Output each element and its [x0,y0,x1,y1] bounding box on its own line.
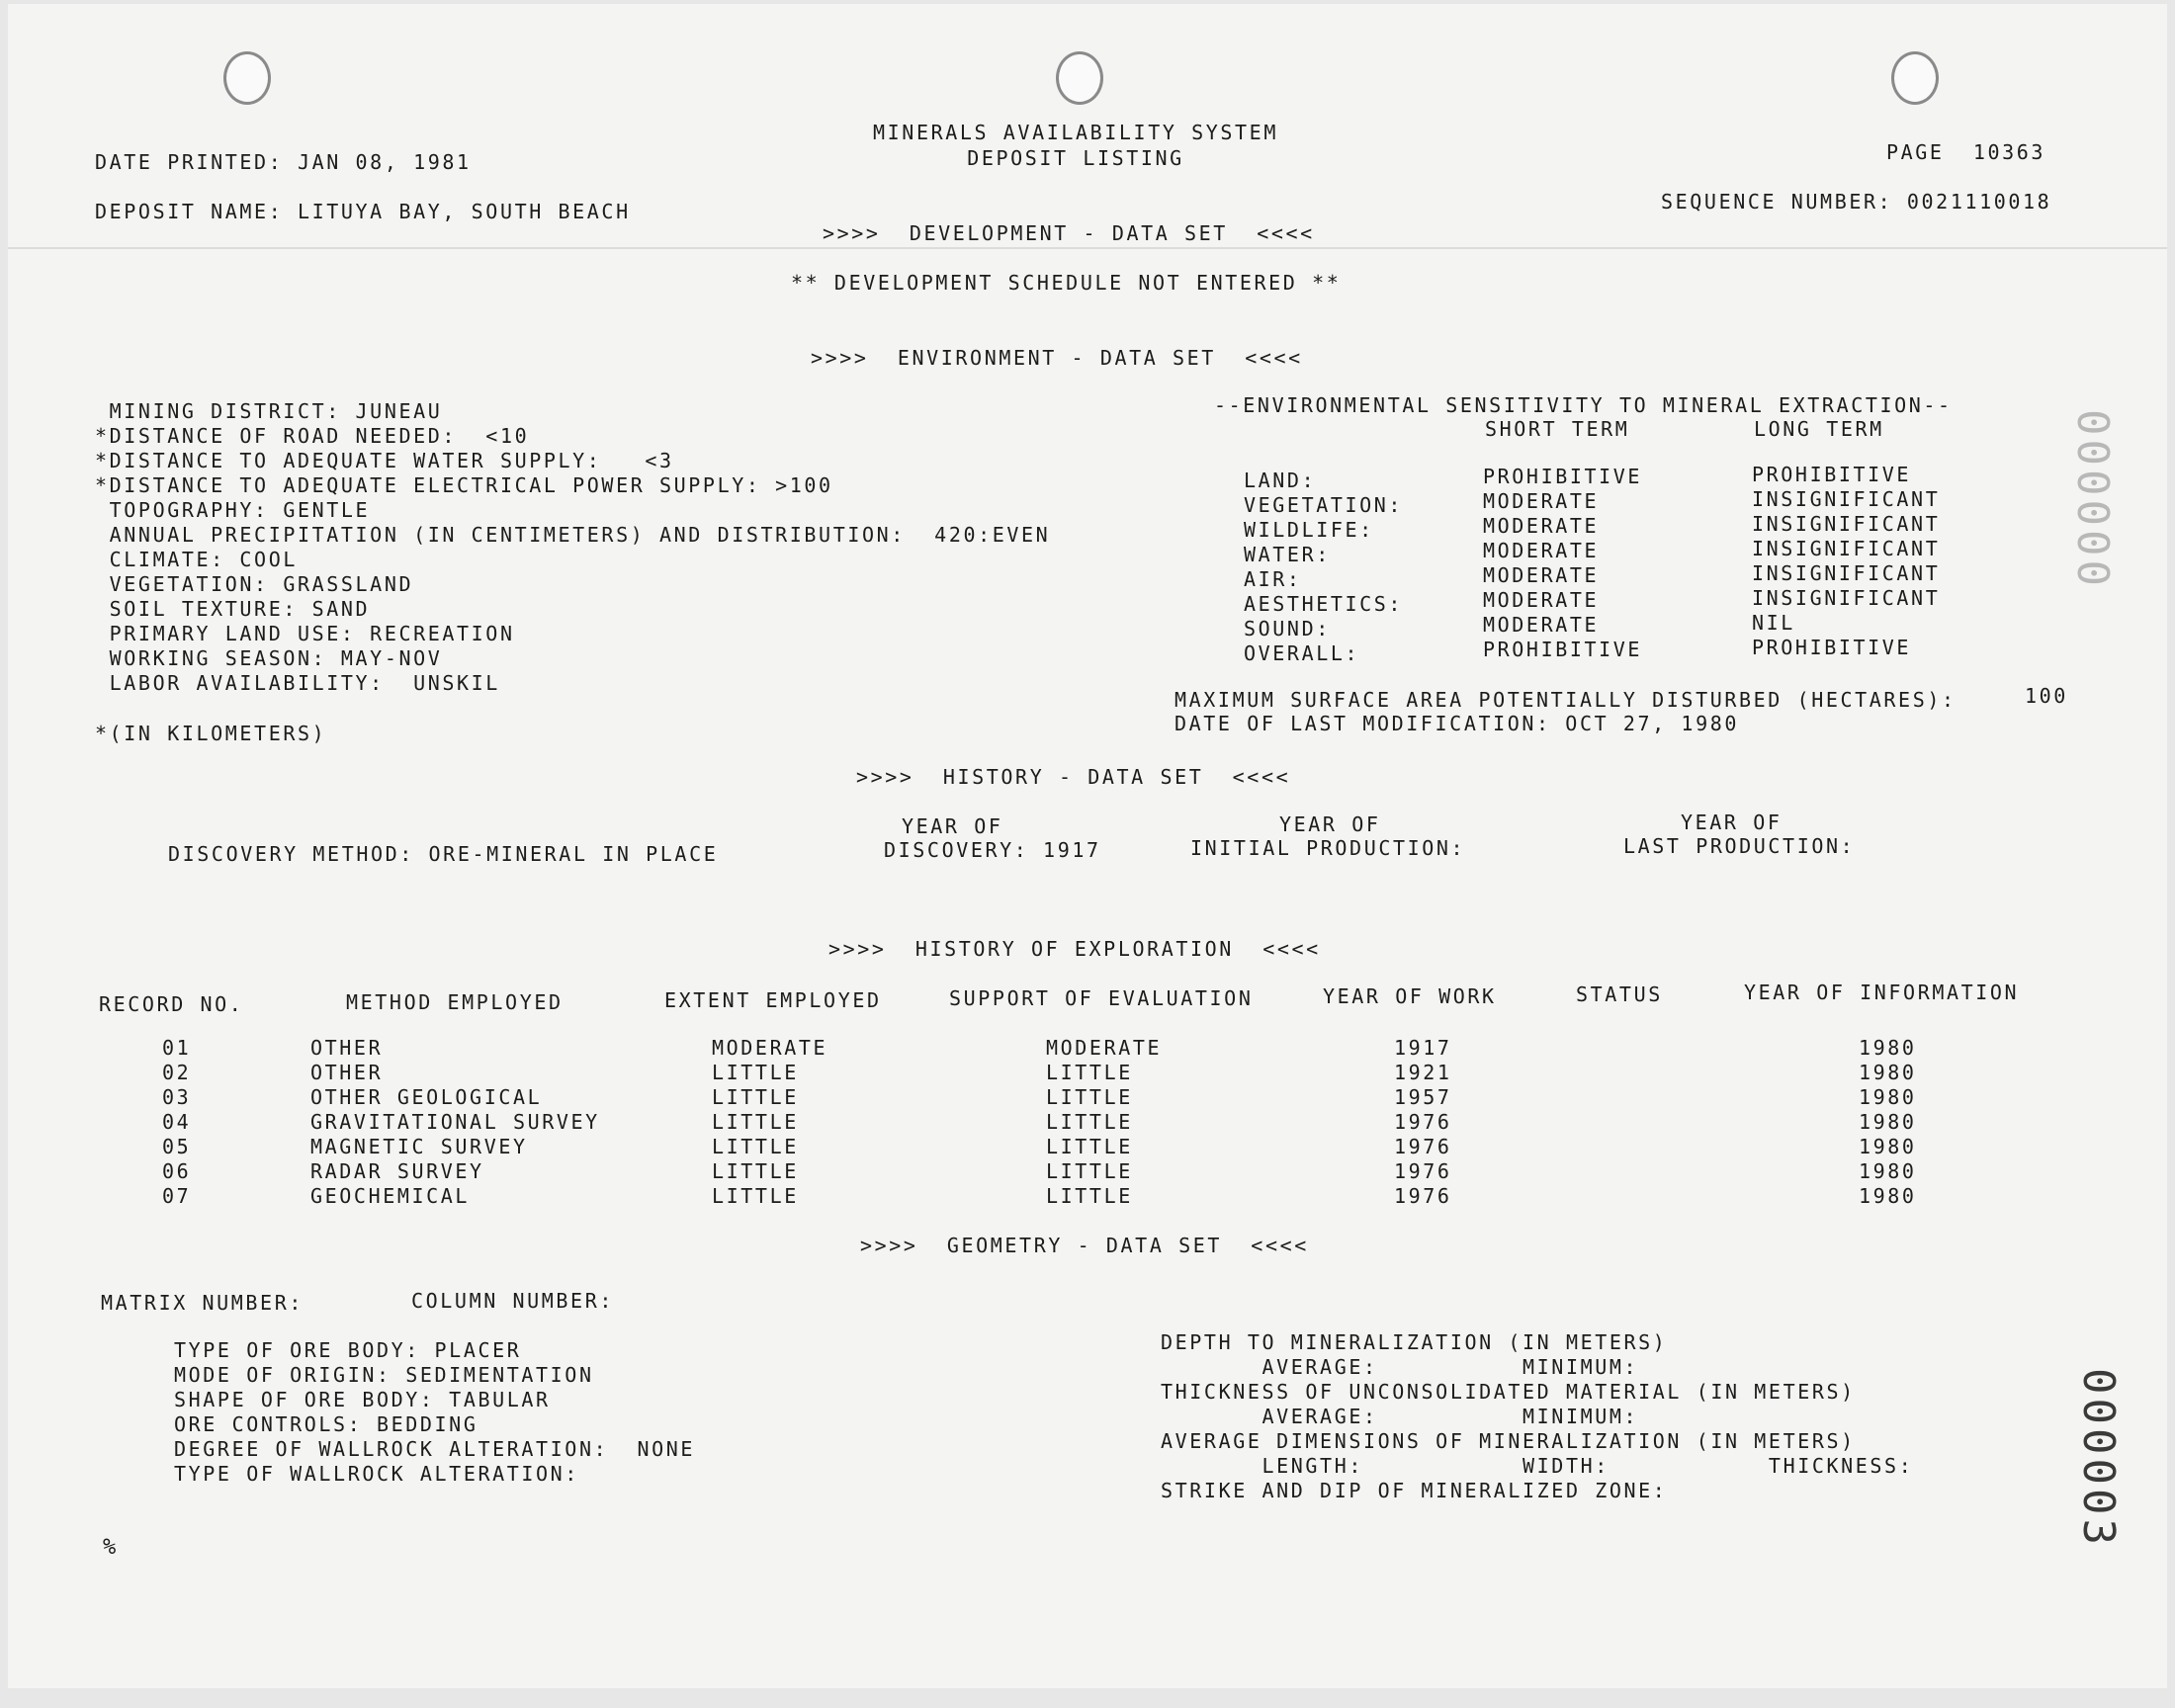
short-term-value: PROHIBITIVE [1483,465,1643,488]
year-of-work: 1917 [1394,1036,1452,1060]
environment-line: SOIL TEXTURE: SAND [95,597,371,621]
sensitivity-category: AESTHETICS: [1244,592,1404,616]
sensitivity-category: OVERALL: [1244,641,1360,665]
sensitivity-title: --ENVIRONMENTAL SENSITIVITY TO MINERAL EXTRACTION-- [1214,393,1953,417]
year-of-work: 1921 [1394,1061,1452,1084]
geometry-line: AVERAGE DIMENSIONS OF MINERALIZATION (IN METERS) [1161,1429,1856,1453]
sensitivity-long-term [1752,463,1940,660]
exploration-heading: >>>> HISTORY OF EXPLORATION <<<< [828,937,1321,961]
long-term-value: INSIGNIFICANT [1752,561,1941,585]
geometry-line: DEPTH TO MINERALIZATION (IN METERS) [1161,1330,1668,1354]
extent-employed: LITTLE [712,1184,799,1208]
environment-line: WORKING SEASON: MAY-NOV [95,646,443,670]
deposit-name: DEPOSIT NAME: LITUYA BAY, SOUTH BEACH [95,200,631,223]
year-of-information: 1980 [1859,1061,1917,1084]
support-of-evaluation: LITTLE [1046,1159,1133,1183]
sensitivity-category: AIR: [1244,567,1302,591]
long-term-value: INSIGNIFICANT [1752,487,1941,511]
year-of-information: 1980 [1859,1036,1917,1060]
initial-production: INITIAL PRODUCTION: [1190,836,1466,860]
last-production-year-label: YEAR OF [1681,811,1783,834]
support-of-evaluation: LITTLE [1046,1184,1133,1208]
geometry-line: SHAPE OF ORE BODY: TABULAR [174,1388,551,1411]
table-row [99,1110,2076,1135]
geometry-left-list [174,1338,695,1487]
geometry-line: ORE CONTROLS: BEDDING [174,1412,478,1436]
method-employed: OTHER [310,1061,384,1084]
method-employed: RADAR SURVEY [310,1159,484,1183]
environment-heading: >>>> ENVIRONMENT - DATA SET <<<< [811,346,1303,370]
geometry-line: MODE OF ORIGIN: SEDIMENTATION [174,1363,594,1387]
extent-employed: MODERATE [712,1036,828,1060]
record-number: 07 [162,1184,192,1208]
initial-production-year-label: YEAR OF [1279,812,1381,836]
punch-hole-center [1056,51,1103,105]
long-term-value: INSIGNIFICANT [1752,537,1941,560]
short-term-value: MODERATE [1483,489,1600,513]
extent-employed: LITTLE [712,1110,799,1134]
long-term-value: INSIGNIFICANT [1752,512,1941,536]
geometry-heading: >>>> GEOMETRY - DATA SET <<<< [860,1234,1309,1257]
record-number: 02 [162,1061,192,1084]
table-row [99,1184,2076,1209]
environment-list [95,399,1050,696]
geometry-line: STRIKE AND DIP OF MINERALIZED ZONE: [1161,1479,1668,1502]
geometry-line: LENGTH: WIDTH: THICKNESS: [1161,1454,1914,1478]
history-heading: >>>> HISTORY - DATA SET <<<< [856,765,1291,789]
column-year-of-information: YEAR OF INFORMATION [1744,981,2020,1004]
year-of-information: 1980 [1859,1135,1917,1158]
record-number: 04 [162,1110,192,1134]
punch-hole-right [1891,51,1939,105]
geometry-line: TYPE OF ORE BODY: PLACER [174,1338,522,1362]
column-extent-employed: EXTENT EMPLOYED [664,988,882,1012]
short-term-value: MODERATE [1483,539,1600,562]
geometry-line: TYPE OF WALLROCK ALTERATION: [174,1462,579,1486]
table-row [99,1159,2076,1184]
sensitivity-category: SOUND: [1244,617,1331,640]
geometry-line: AVERAGE: MINIMUM: [1161,1355,1639,1379]
sensitivity-short-term [1483,465,1642,662]
geometry-line: DEGREE OF WALLROCK ALTERATION: NONE [174,1437,696,1461]
table-row [99,1135,2076,1159]
column-year-of-work: YEAR OF WORK [1323,984,1497,1008]
sensitivity-category: VEGETATION: [1244,493,1404,517]
environment-line: TOPOGRAPHY: GENTLE [95,498,371,522]
document-page [8,4,2167,1688]
column-number: COLUMN NUMBER: [411,1289,614,1313]
sensitivity-category: WILDLIFE: [1244,518,1374,542]
footer-mark: % [103,1535,119,1560]
sensitivity-category: WATER: [1244,543,1331,566]
support-of-evaluation: LITTLE [1046,1135,1133,1158]
column-support-of-evaluation: SUPPORT OF EVALUATION [949,986,1254,1010]
discovery-method: DISCOVERY METHOD: ORE-MINERAL IN PLACE [168,842,719,866]
geometry-line: THICKNESS OF UNCONSOLIDATED MATERIAL (IN METERS) [1161,1380,1856,1404]
support-of-evaluation: LITTLE [1046,1085,1133,1109]
last-production: LAST PRODUCTION: [1623,834,1856,858]
year-of-information: 1980 [1859,1085,1917,1109]
development-heading: >>>> DEVELOPMENT - DATA SET <<<< [823,221,1315,245]
discovery-year-label: YEAR OF [902,814,1003,838]
short-term-value: MODERATE [1483,588,1600,612]
table-row [99,1036,2076,1061]
discovery-year: DISCOVERY: 1917 [884,838,1101,862]
listing-title: DEPOSIT LISTING [967,146,1184,170]
support-of-evaluation: LITTLE [1046,1061,1133,1084]
support-of-evaluation: LITTLE [1046,1110,1133,1134]
table-row [99,1061,2076,1085]
exploration-table [99,1036,2076,1209]
environment-line: VEGETATION: GRASSLAND [95,572,414,596]
record-number: 03 [162,1085,192,1109]
geometry-right-list [1161,1330,1913,1503]
matrix-number: MATRIX NUMBER: [101,1291,304,1315]
environment-line: CLIMATE: COOL [95,548,298,571]
environment-line: MINING DISTRICT: JUNEAU [95,399,443,423]
environment-line: LABOR AVAILABILITY: UNSKIL [95,671,500,695]
long-term-value: INSIGNIFICANT [1752,586,1941,610]
method-employed: OTHER [310,1036,384,1060]
last-modification: DATE OF LAST MODIFICATION: OCT 27, 1980 [1174,712,1739,735]
date-printed: DATE PRINTED: JAN 08, 1981 [95,150,472,174]
environment-line: *DISTANCE TO ADEQUATE ELECTRICAL POWER SUPPLY: >100 [95,473,833,497]
punch-hole-left [223,51,271,105]
long-term-value: PROHIBITIVE [1752,636,1912,659]
long-term-value: NIL [1752,611,1795,635]
year-of-information: 1980 [1859,1184,1917,1208]
short-term-header: SHORT TERM [1485,417,1630,441]
method-employed: MAGNETIC SURVEY [310,1135,528,1158]
method-employed: GEOCHEMICAL [310,1184,471,1208]
year-of-information: 1980 [1859,1159,1917,1183]
extent-employed: LITTLE [712,1061,799,1084]
geometry-line: AVERAGE: MINIMUM: [1161,1405,1639,1428]
year-of-work: 1976 [1394,1110,1452,1134]
year-of-work: 1976 [1394,1135,1452,1158]
page-fold-line [8,247,2167,249]
page-number: PAGE 10363 [1886,140,2046,164]
record-number: 01 [162,1036,192,1060]
faded-frame-number: 000000 [2067,409,2118,590]
kilometers-note: *(IN KILOMETERS) [95,722,327,745]
sequence-number: SEQUENCE NUMBER: 0021110018 [1661,190,2052,214]
extent-employed: LITTLE [712,1135,799,1158]
short-term-value: PROHIBITIVE [1483,638,1643,661]
column-method-employed: METHOD EMPLOYED [346,990,564,1014]
long-term-value: PROHIBITIVE [1752,463,1912,486]
record-number: 06 [162,1159,192,1183]
record-number: 05 [162,1135,192,1158]
short-term-value: MODERATE [1483,563,1600,587]
year-of-work: 1976 [1394,1159,1452,1183]
extent-employed: LITTLE [712,1085,799,1109]
environment-line: PRIMARY LAND USE: RECREATION [95,622,515,645]
environment-line: ANNUAL PRECIPITATION (IN CENTIMETERS) AND DISTRIBUTION: 420:EVEN [95,523,1051,547]
long-term-header: LONG TERM [1754,417,1884,441]
table-row [99,1085,2076,1110]
max-surface-area-label: MAXIMUM SURFACE AREA POTENTIALLY DISTURBED (HECTARES): [1174,688,1957,712]
year-of-information: 1980 [1859,1110,1917,1134]
system-title: MINERALS AVAILABILITY SYSTEM [873,121,1278,144]
year-of-work: 1957 [1394,1085,1452,1109]
max-surface-area-value: 100 [2025,684,2068,708]
column-status: STATUS [1576,982,1663,1006]
handwritten-frame-number: 000003 [2073,1368,2124,1549]
sensitivity-categories [1244,469,1403,666]
support-of-evaluation: MODERATE [1046,1036,1163,1060]
short-term-value: MODERATE [1483,613,1600,637]
environment-line: *DISTANCE TO ADEQUATE WATER SUPPLY: <3 [95,449,674,472]
development-note: ** DEVELOPMENT SCHEDULE NOT ENTERED ** [791,271,1342,295]
method-employed: GRAVITATIONAL SURVEY [310,1110,600,1134]
short-term-value: MODERATE [1483,514,1600,538]
method-employed: OTHER GEOLOGICAL [310,1085,543,1109]
sensitivity-category: LAND: [1244,469,1317,492]
year-of-work: 1976 [1394,1184,1452,1208]
extent-employed: LITTLE [712,1159,799,1183]
column-record-no: RECORD NO. [99,992,244,1016]
environment-line: *DISTANCE OF ROAD NEEDED: <10 [95,424,530,448]
